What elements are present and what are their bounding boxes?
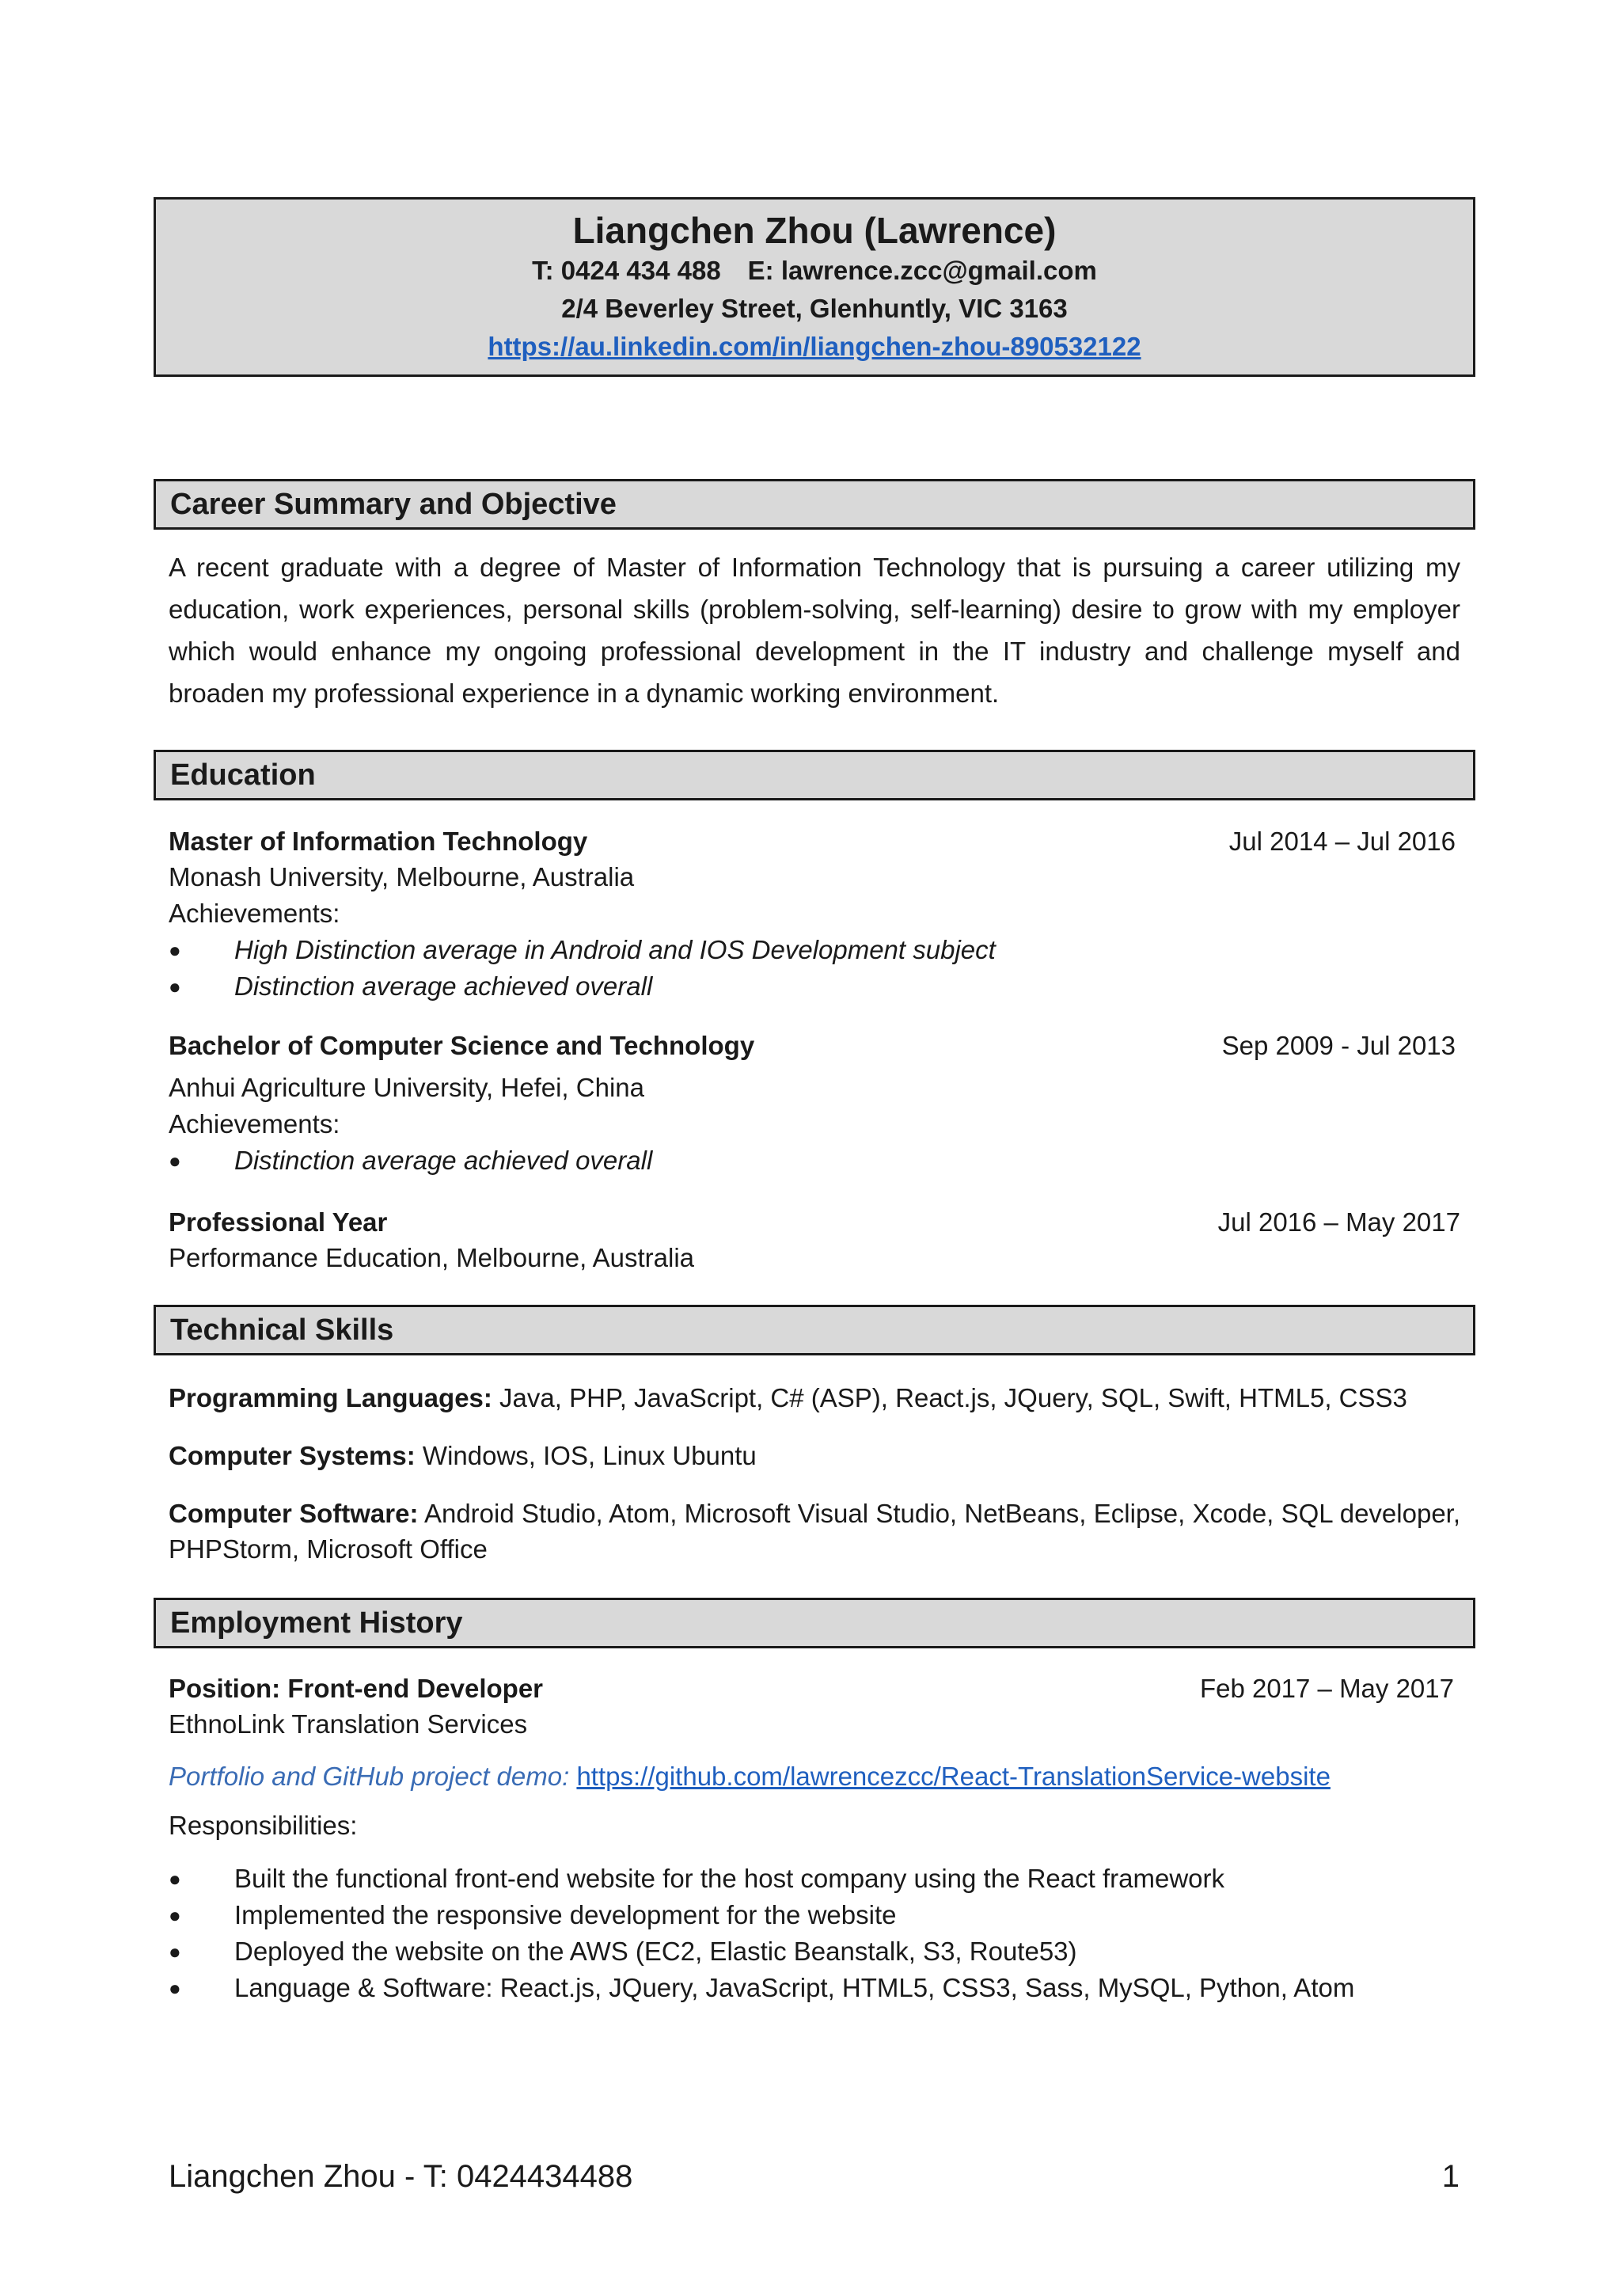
degree-dates: Jul 2014 – Jul 2016 xyxy=(1228,827,1456,856)
responsibilities-label: Responsibilities: xyxy=(169,1811,358,1840)
company-name: EthnoLink Translation Services xyxy=(169,1709,528,1739)
achievements-label: Achievements: xyxy=(169,899,340,928)
page-number: 1 xyxy=(1441,2159,1460,2194)
education-entry-1 xyxy=(169,823,1460,860)
programming-languages: Programming Languages: Java, PHP, JavaScript, C# (ASP), React.js, JQuery, SQL, Swift, HTML5, CSS3 xyxy=(169,1383,1407,1412)
education-entry-3 xyxy=(169,1204,1460,1241)
degree-title: Professional Year xyxy=(169,1207,388,1237)
institution: Performance Education, Melbourne, Australia xyxy=(169,1243,695,1272)
institution: Monash University, Melbourne, Australia xyxy=(169,862,635,891)
email: E: lawrence.zcc@gmail.com xyxy=(747,256,1097,285)
degree-dates: Sep 2009 - Jul 2013 xyxy=(1221,1031,1456,1060)
employment-heading: Employment History xyxy=(154,1598,1475,1648)
degree-dates: Jul 2016 – May 2017 xyxy=(1217,1207,1460,1237)
bullet-icon: ● xyxy=(169,975,181,998)
contact-line xyxy=(156,252,1473,290)
computer-software: Computer Software: Android Studio, Atom, Microsoft Visual Studio, NetBeans, Eclipse, Xcode, SQL developer, PHPStorm, Microsoft Office xyxy=(169,1499,1461,1564)
job-dates: Feb 2017 – May 2017 xyxy=(1199,1674,1454,1703)
github-link[interactable]: https://github.com/lawrencezcc/React-TranslationService-website xyxy=(576,1762,1331,1791)
resume-page: Liangchen Zhou (Lawrence) T: 0424 434 488 E: lawrence.zcc@gmail.com 2/4 Beverley Street, Glenhuntly, VIC 3163 https://au.linkedin.com/in/liangchen-zhou-890532122 Career Summary and Objective A recent graduate with a degree of Master of Information Technology that is pursuing a career utilizing my education, work experiences, personal skills (problem-solving, self-learning) desire to grow with my employer which would enhance my ongoing professional development in the IT industry and challenge myself and broaden my professional experience in a dynamic working environment. Education Master of Information Technology Jul 2014 – Jul 2016 Monash University, Melbourne, Australia Achievements: ● High Distinction average in Android and IOS Development subject ● Distinction average achieved overall Bachelor of Computer Science and Technology Sep 2009 - Jul 2013 Anhui Agriculture University, Hefei, China Achievements: ● Distinction average achieved overall Professional Year Jul 2016 – May 2017 Performance Education, Melbourne, Australia Technical Skills Programming Languages: Java, PHP, JavaScript, C# (ASP), React.js, JQuery, SQL, Swift, HTML5, CSS3 Computer Systems: Windows, IOS, Linux Ubuntu Computer Software: Android Studio, Atom, Microsoft Visual Studio, NetBeans, Eclipse, Xcode, SQL developer, PHPStorm, Microsoft Office Employment History Position: Front-end Developer Feb 2017 – May 2017 EthnoLink Translation Services Portfolio and GitHub project demo: https://github.com/lawrencezcc/React-TranslationService-website Responsibilities: ● Built the functional front-end website for the host company using the React framework ● Implemented the responsive development for the website ● Deployed the website on the AWS (EC2, Elastic Beanstalk, S3, Route53) ● Language & Software: React.js, JQuery, JavaScript, HTML5, CSS3, Sass, MySQL, Python, Atom Liangchen Zhou - T: 0424434488 1 xyxy=(0,0,1621,2296)
job-position: Position: Front-end Developer xyxy=(169,1674,544,1703)
bullet-icon: ● xyxy=(169,938,181,962)
computer-systems: Computer Systems: Windows, IOS, Linux Ubuntu xyxy=(169,1441,757,1470)
education-entry-2 xyxy=(169,1028,1460,1064)
candidate-name: Liangchen Zhou (Lawrence) xyxy=(572,210,1057,251)
contact-header xyxy=(154,197,1475,377)
bullet-icon: ● xyxy=(169,1867,181,1891)
bullet-icon: ● xyxy=(169,1976,181,2000)
degree-title: Bachelor of Computer Science and Technology xyxy=(169,1031,755,1060)
job-entry xyxy=(169,1671,1460,1707)
education-heading: Education xyxy=(154,750,1475,800)
degree-title: Master of Information Technology xyxy=(169,827,588,856)
portfolio-line: Portfolio and GitHub project demo: https://github.com/lawrencezcc/React-TranslationService-website xyxy=(169,1762,1331,1791)
career-summary-text: A recent graduate with a degree of Master of Information Technology that is pursuing a career utilizing my education, work experiences, personal skills (problem-solving, self-learning) desire to grow with my employer which would enhance my ongoing professional development in the IT industry and challenge myself and broaden my professional experience in a dynamic working environment. xyxy=(169,553,1460,708)
address: 2/4 Beverley Street, Glenhuntly, VIC 3163 xyxy=(561,294,1068,323)
linkedin-link[interactable]: https://au.linkedin.com/in/liangchen-zhou-890532122 xyxy=(488,332,1141,361)
achievements-label: Achievements: xyxy=(169,1109,340,1138)
bullet-icon: ● xyxy=(169,1940,181,1963)
institution: Anhui Agriculture University, Hefei, China xyxy=(169,1073,644,1102)
phone: T: 0424 434 488 xyxy=(532,256,721,285)
bullet-icon: ● xyxy=(169,1903,181,1927)
skills-heading: Technical Skills xyxy=(154,1305,1475,1355)
footer-text: Liangchen Zhou - T: 0424434488 xyxy=(169,2159,633,2194)
career-heading: Career Summary and Objective xyxy=(154,479,1475,530)
bullet-icon: ● xyxy=(169,1149,181,1173)
